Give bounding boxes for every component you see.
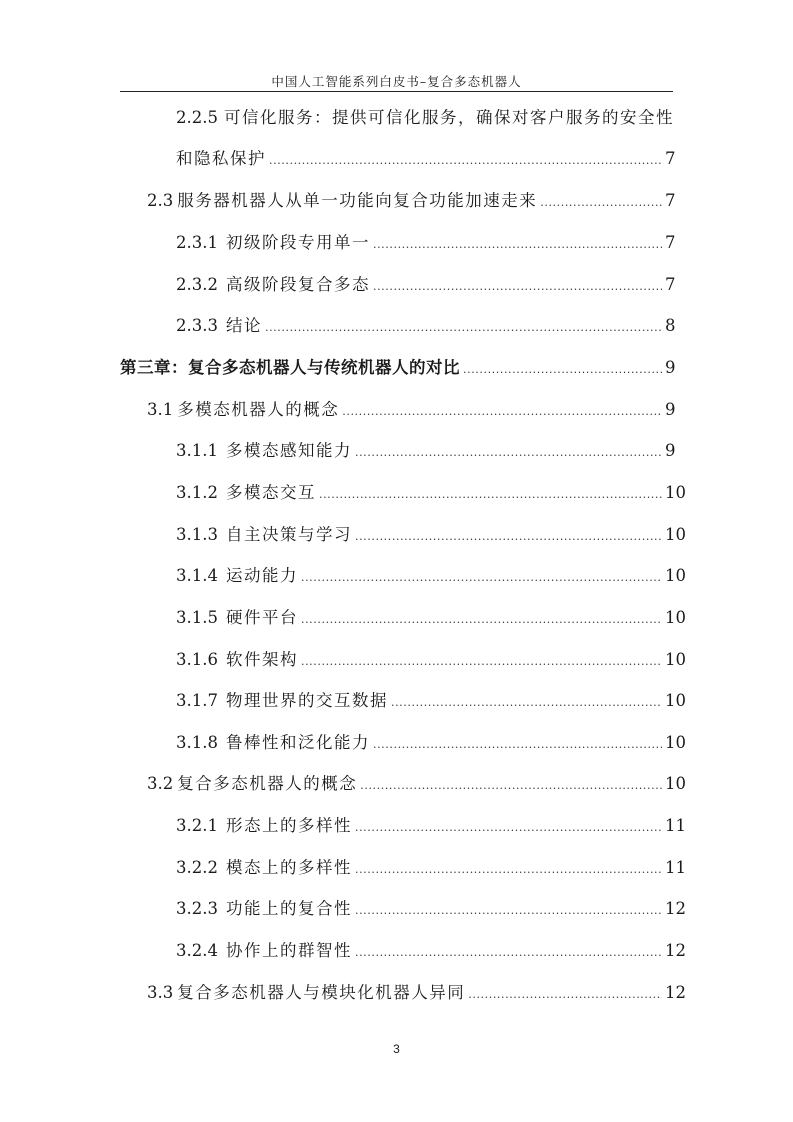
toc-leader-dots <box>540 191 662 215</box>
toc-entry-number: 2.3 <box>147 191 174 210</box>
toc-leader-dots <box>360 774 662 798</box>
toc-entry-page: 10 <box>665 608 686 627</box>
toc-entry-page: 7 <box>665 191 676 210</box>
toc-entry-3-1-1[interactable] <box>176 439 676 463</box>
toc-entry-2-3[interactable] <box>147 189 676 213</box>
toc-entry-3-1-2[interactable] <box>176 481 686 505</box>
toc-entry-title: 功能上的复合性 <box>225 899 352 918</box>
toc-entry-page: 11 <box>665 816 686 835</box>
toc-leader-dots <box>319 483 662 507</box>
toc-leader-dots <box>391 691 662 715</box>
toc-entry-page: 10 <box>665 650 686 669</box>
toc-entry-page: 11 <box>665 858 686 877</box>
toc-entry-title: 高级阶段复合多态 <box>225 275 370 294</box>
toc-entry-2-2-5-continuation[interactable] <box>176 147 676 171</box>
toc-entry-2-3-1[interactable] <box>176 231 676 255</box>
toc-entry-title: 复合多态机器人与模块化机器人异同 <box>177 983 466 1002</box>
toc-leader-dots <box>265 316 662 340</box>
toc-leader-dots <box>301 650 662 674</box>
toc-entry-number: 3.2.3 <box>176 899 218 918</box>
toc-entry-3-1-5[interactable] <box>176 606 686 630</box>
toc-entry-title: 和隐私保护 <box>176 149 266 168</box>
toc-entry-page: 10 <box>665 733 686 752</box>
toc-entry-number: 3.1.5 <box>176 608 218 627</box>
toc-entry-number: 3.2 <box>147 774 174 793</box>
toc-leader-dots <box>373 233 662 257</box>
toc-leader-dots <box>301 608 662 632</box>
toc-entry-title: 初级阶段专用单一 <box>225 233 370 252</box>
toc-entry-number: 3.2.2 <box>176 858 218 877</box>
toc-entry-title: 模态上的多样性 <box>225 858 352 877</box>
toc-entry-3-2-2[interactable] <box>176 856 686 880</box>
toc-entry-page: 7 <box>665 233 676 252</box>
toc-entry-number: 3.1 <box>147 400 174 419</box>
toc-entry-3-1-7[interactable] <box>176 689 686 713</box>
toc-leader-dots <box>342 400 662 424</box>
toc-entry-3-3[interactable] <box>147 981 686 1005</box>
toc-entry-title: 协作上的群智性 <box>225 941 352 960</box>
toc-entry-title: 形态上的多样性 <box>225 816 352 835</box>
toc-entry-number: 3.1.2 <box>176 483 218 502</box>
toc-entry-3-1-4[interactable] <box>176 564 686 588</box>
toc-leader-dots <box>373 275 662 299</box>
toc-entry-page: 10 <box>665 566 686 585</box>
toc-entry-3-2-1[interactable] <box>176 814 686 838</box>
toc-entry-page: 10 <box>665 691 686 710</box>
toc-entry-3-1-8[interactable] <box>176 731 686 755</box>
toc-entry-number: 3.1.7 <box>176 691 218 710</box>
toc-entry-page: 9 <box>665 358 676 377</box>
toc-entry-number: 2.3.1 <box>176 233 218 252</box>
toc-entry-3-1-3[interactable] <box>176 523 686 547</box>
toc-entry-page: 12 <box>665 941 686 960</box>
toc-entry-title: 第三章：复合多态机器人与传统机器人的对比 <box>120 358 460 377</box>
page-number: 3 <box>393 1042 400 1056</box>
toc-entry-2-2-5[interactable] <box>176 106 673 130</box>
toc-entry-3-1[interactable] <box>147 398 676 422</box>
toc-entry-2-3-3[interactable] <box>176 314 676 338</box>
toc-entry-2-3-2[interactable] <box>176 273 676 297</box>
toc-entry-3-2[interactable] <box>147 772 686 796</box>
toc-entry-number: 3.2.1 <box>176 816 218 835</box>
toc-entry-title: 多模态机器人的概念 <box>177 400 340 419</box>
toc-entry-page: 9 <box>665 400 676 419</box>
toc-entry-title: 物理世界的交互数据 <box>225 691 388 710</box>
toc-entry-page: 12 <box>665 983 686 1002</box>
toc-entry-page: 7 <box>665 275 676 294</box>
toc-entry-title: 可信化服务：提供可信化服务，确保对客户服务的安全性 <box>223 108 674 127</box>
toc-leader-dots <box>355 941 662 965</box>
toc-leader-dots <box>355 525 662 549</box>
toc-entry-page: 10 <box>665 525 686 544</box>
toc-leader-dots <box>355 441 662 465</box>
toc-entry-title: 硬件平台 <box>225 608 298 627</box>
toc-leader-dots <box>301 566 662 590</box>
toc-leader-dots <box>269 149 662 173</box>
toc-leader-dots <box>355 899 662 923</box>
toc-entry-number: 3.3 <box>147 983 174 1002</box>
toc-entry-number: 3.1.6 <box>176 650 218 669</box>
toc-entry-title: 鲁棒性和泛化能力 <box>225 733 370 752</box>
toc-entry-number: 3.1.1 <box>176 441 218 460</box>
toc-entry-page: 10 <box>665 774 686 793</box>
toc-entry-title: 软件架构 <box>225 650 298 669</box>
toc-entry-number: 2.3.3 <box>176 316 218 335</box>
toc-entry-title: 结论 <box>225 316 262 335</box>
toc-entry-title: 复合多态机器人的概念 <box>177 774 358 793</box>
toc-leader-dots <box>355 858 662 882</box>
toc-entry-page: 7 <box>665 149 676 168</box>
header-title: 中国人工智能系列白皮书–复合多态机器人 <box>271 74 522 89</box>
toc-leader-dots <box>468 983 662 1007</box>
toc-entry-title: 服务器机器人从单一功能向复合功能加速走来 <box>177 191 538 210</box>
toc-entry-number: 3.1.8 <box>176 733 218 752</box>
toc-entry-number: 2.3.2 <box>176 275 218 294</box>
toc-entry-3-2-4[interactable] <box>176 939 686 963</box>
toc-entry-number: 3.1.3 <box>176 525 218 544</box>
toc-entry-title: 多模态感知能力 <box>225 441 352 460</box>
toc-entry-3-2-3[interactable] <box>176 897 686 921</box>
toc-entry-page: 12 <box>665 899 686 918</box>
toc-leader-dots <box>463 358 662 382</box>
toc-entry-page: 10 <box>665 483 686 502</box>
toc-entry-3-1-6[interactable] <box>176 648 686 672</box>
toc-entry-chapter-3[interactable] <box>120 356 676 380</box>
toc-entry-title: 自主决策与学习 <box>225 525 352 544</box>
toc-leader-dots <box>355 816 662 840</box>
toc-leader-dots <box>373 733 662 757</box>
toc-entry-page: 9 <box>665 441 676 460</box>
toc-entry-title: 多模态交互 <box>225 483 316 502</box>
toc-entry-title: 运动能力 <box>225 566 298 585</box>
toc-entry-number: 3.2.4 <box>176 941 218 960</box>
toc-entry-page: 8 <box>665 316 676 335</box>
toc-entry-number: 2.2.5 <box>176 108 218 127</box>
toc-entry-number: 3.1.4 <box>176 566 218 585</box>
